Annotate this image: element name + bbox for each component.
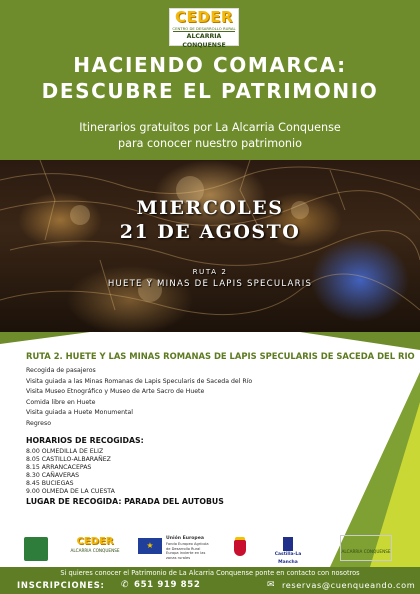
- stop-item: 8.30 CAÑAVERAS: [26, 472, 80, 480]
- stop-item: 8.05 CASTILLO-ALBARAÑEZ: [26, 456, 111, 464]
- event-day: MIERCOLES: [136, 197, 284, 219]
- logo-subtitle: CENTRO DE DESARROLLO RURAL: [172, 26, 236, 31]
- leader-logo-icon: [24, 537, 48, 561]
- route-title: RUTA 2. HUETE Y LAS MINAS ROMANAS DE LAPIS SPECULARIS DE SACEDA DEL RIO: [26, 351, 415, 361]
- stop-item: 8.00 OLMEDILLA DE ELIZ: [26, 448, 104, 455]
- ceder-small-sub: ALCARRIA CONQUENSE: [70, 548, 120, 553]
- header-banner: [0, 0, 420, 160]
- phone-number[interactable]: 651 919 852: [134, 580, 201, 590]
- cave-photo: [0, 160, 420, 332]
- footer-info: Si quieres conocer el Patrimonio de La Alcarria Conquense ponte en contacto con nosotros: [60, 569, 360, 577]
- footer-bar: [0, 567, 420, 594]
- itinerary-item: Regreso: [26, 419, 51, 427]
- event-date: 21 DE AGOSTO: [119, 221, 301, 243]
- pickup-place: LUGAR DE RECOGIDA: PARADA DEL AUTOBUS: [26, 497, 224, 506]
- subtitle-line2: para conocer nuestro patrimonio: [118, 137, 302, 150]
- shield-icon: [234, 540, 246, 556]
- eu-title: Unión Europea: [166, 536, 204, 541]
- eu-text: [166, 536, 212, 566]
- schedule-title: HORARIOS DE RECOGIDAS:: [26, 436, 144, 445]
- decor-top-left: [0, 332, 90, 344]
- stop-item: 9.00 OLMEDA DE LA CUESTA: [26, 488, 115, 496]
- stop-item: 8.45 BUCIEGAS: [26, 480, 74, 488]
- itinerary-item: Visita guiada a las Minas Romanas de Lapis Specularis de Saceda del Río: [26, 377, 253, 385]
- itinerary-item: Recogida de pasajeros: [26, 367, 96, 374]
- stop-item: 8.15 ARRANCACEPAS: [26, 464, 92, 472]
- logo-name: CEDER: [174, 8, 233, 26]
- ceder-small-logo: [70, 536, 120, 562]
- eu-line2: de Desarrollo Rural: [166, 546, 201, 551]
- castilla-logo: [268, 537, 308, 567]
- sponsor-logos: [0, 533, 420, 567]
- subtitle-line1: Itinerarios gratuitos por La Alcarria Conquense: [79, 121, 341, 134]
- page-title-line2: DESCUBRE EL PATRIMONIO: [41, 79, 379, 103]
- spain-shield-icon: [230, 537, 250, 561]
- eu-flag-icon: ★: [138, 538, 162, 554]
- phone-icon: ✆: [121, 580, 129, 590]
- registration-label: INSCRIPCIONES:: [17, 580, 105, 590]
- itinerary-list: [26, 366, 252, 430]
- stops-list: [26, 448, 115, 497]
- ceder-logo: [169, 8, 239, 49]
- eu-line3: Europa invierte en las zonas rurales: [166, 551, 206, 561]
- alcarria-logo: [340, 535, 392, 561]
- page-title-line1: HACIENDO COMARCA:: [73, 53, 347, 77]
- alcarria-name: ALCARRIA CONQUENSE: [341, 549, 391, 554]
- route-name: HUETE Y MINAS DE LAPIS SPECULARIS: [107, 279, 313, 289]
- itinerary-item: Visita Museo Etnográfico y Museo de Arte Sacro de Huete: [26, 388, 205, 396]
- cave-texture: [0, 160, 420, 332]
- email-address[interactable]: reservas@cuenqueando.com: [282, 580, 416, 590]
- ceder-small-name: CEDER: [76, 536, 114, 547]
- decor-top-band: [300, 332, 420, 350]
- mail-icon: ✉: [267, 580, 275, 590]
- itinerary-item: Comida libre en Huete: [26, 398, 96, 406]
- eu-line1: Fondo Europeo Agrícola: [166, 541, 209, 546]
- castilla-name: Castilla-La Mancha: [274, 552, 302, 565]
- castilla-emblem-icon: [283, 537, 293, 551]
- itinerary-item: Visita guiada a Huete Monumental: [26, 409, 133, 417]
- logo-region: ALCARRIA CONQUENSE: [173, 31, 235, 50]
- route-label: RUTA 2: [192, 267, 228, 276]
